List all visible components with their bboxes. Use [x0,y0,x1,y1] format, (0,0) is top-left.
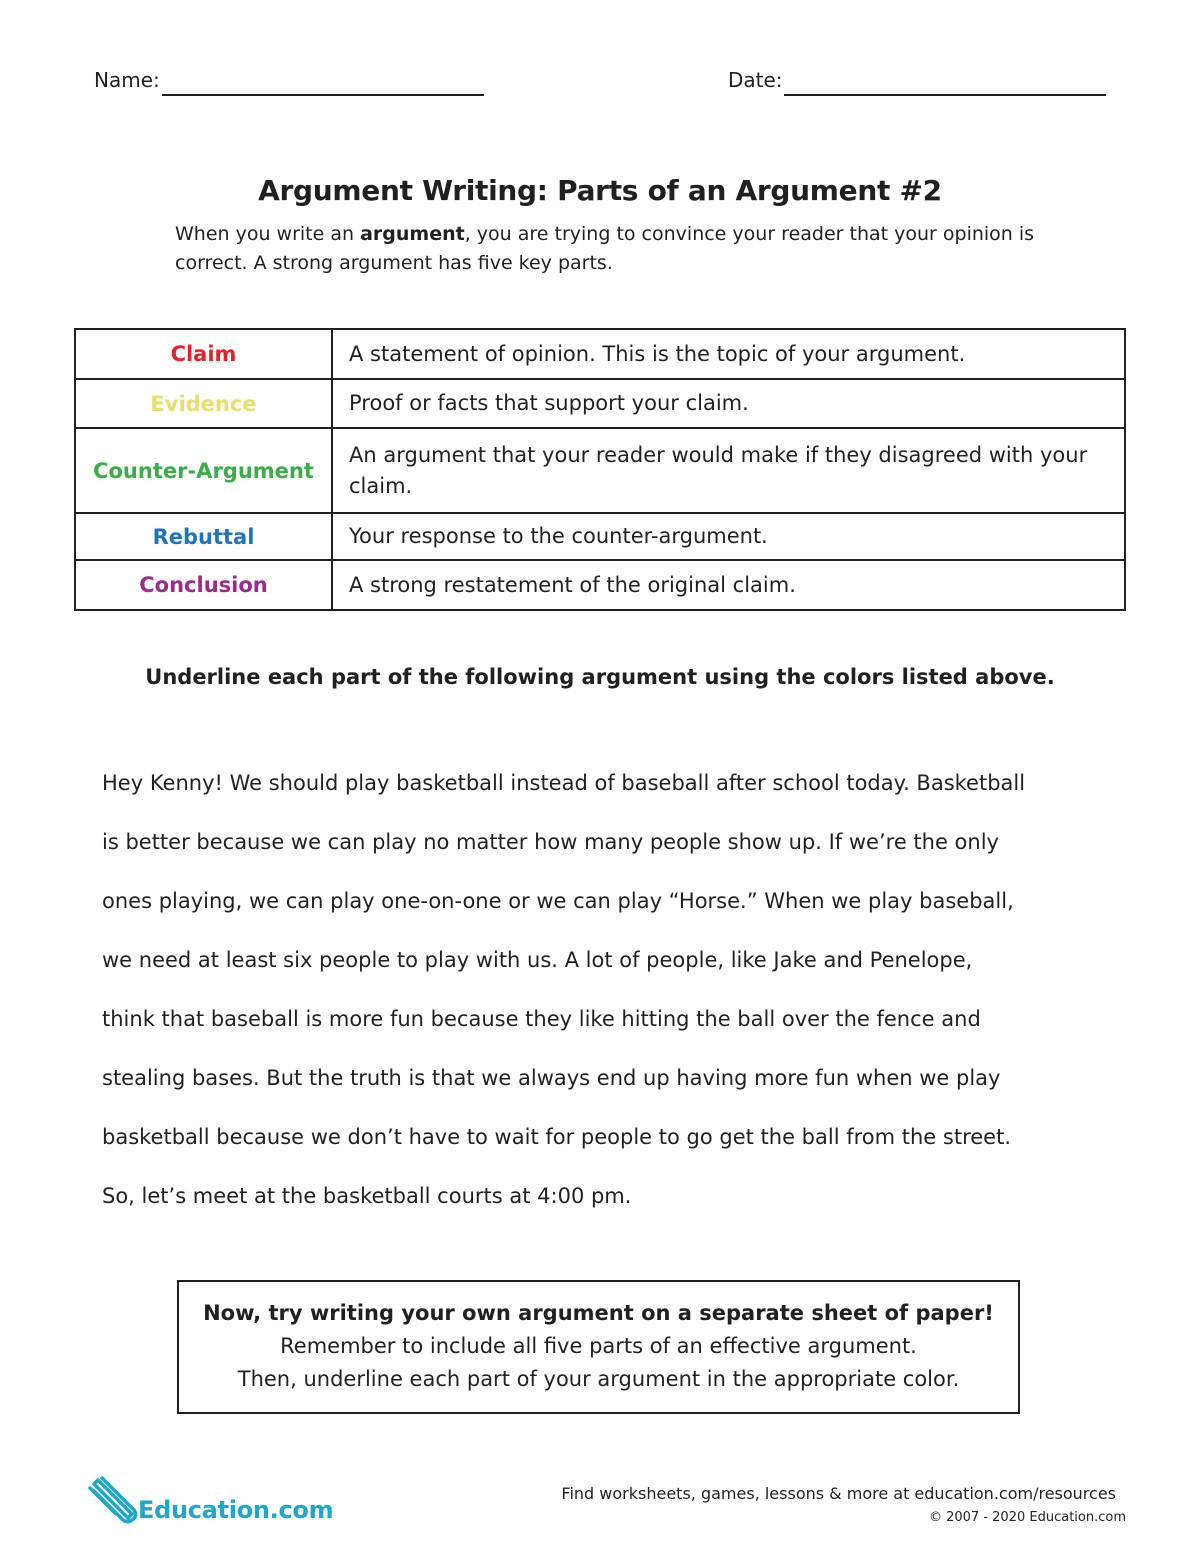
definition-rebuttal: Your response to the counter-argument. [332,513,1125,560]
task-line-1: Now, try writing your own argument on a separate sheet of paper! [203,1301,994,1325]
table-row [75,329,1125,379]
date-field-line[interactable] [784,94,1106,96]
instruction-text: Underline each part of the following argument using the colors listed above. [145,665,1055,689]
name-label: Name: [94,68,160,92]
intro-bold-term: argument [360,223,465,245]
term-claim: Claim [75,329,332,379]
logo-text: Education.com [138,1496,334,1524]
task-line-3: Then, underline each part of your argument in the appropriate color. [237,1367,960,1391]
education-logo[interactable] [84,1470,334,1530]
intro-text [175,220,1035,278]
definition-claim: A statement of opinion. This is the topic of your argument. [332,329,1125,379]
definition-counter-argument: An argument that your reader would make if they disagreed with your claim. [332,428,1125,513]
term-counter-argument: Counter-Argument [75,428,332,513]
passage-line: stealing bases. But the truth is that we always end up having more fun when we play [102,1066,1001,1090]
table-row [75,513,1125,560]
page-title: Argument Writing: Parts of an Argument #2 [258,174,942,207]
definition-evidence: Proof or facts that support your claim. [332,379,1125,428]
passage-line: is better because we can play no matter how many people show up. If we’re the only [102,830,999,854]
name-field-line[interactable] [162,94,484,96]
task-box [177,1280,1020,1414]
pencil-paperclip-icon [84,1470,140,1526]
definition-conclusion: A strong restatement of the original claim. [332,560,1125,610]
header-fields [0,64,1200,104]
table-row [75,379,1125,428]
footer-copyright: © 2007 - 2020 Education.com [928,1510,1126,1525]
date-label: Date: [728,68,783,92]
table-row [75,428,1125,513]
term-evidence: Evidence [75,379,332,428]
intro-before: When you write an [175,223,361,245]
intro-after: , you are trying to convince your reader that your opinion is correct. A strong argument has five key parts. [175,223,1035,274]
term-conclusion: Conclusion [75,560,332,610]
passage-line: ones playing, we can play one-on-one or we can play “Horse.” When we play baseball, [102,889,1014,913]
passage-line: think that baseball is more fun because they like hitting the ball over the fence and [102,1007,981,1031]
passage-line: we need at least six people to play with us. A lot of people, like Jake and Penelope, [102,948,973,972]
term-rebuttal: Rebuttal [75,513,332,560]
passage-line: So, let’s meet at the basketball courts at 4:00 pm. [102,1184,632,1208]
passage-line: Hey Kenny! We should play basketball instead of baseball after school today. Basketball [102,771,1026,795]
task-line-2: Remember to include all five parts of an effective argument. [280,1334,917,1358]
passage-line: basketball because we don’t have to wait for people to go get the ball from the street. [102,1125,1011,1149]
table-row [75,560,1125,610]
parts-table [74,328,1126,611]
argument-passage [102,765,1112,1237]
footer-resources-link[interactable]: Find worksheets, games, lessons & more at education.com/resources [561,1484,1116,1503]
